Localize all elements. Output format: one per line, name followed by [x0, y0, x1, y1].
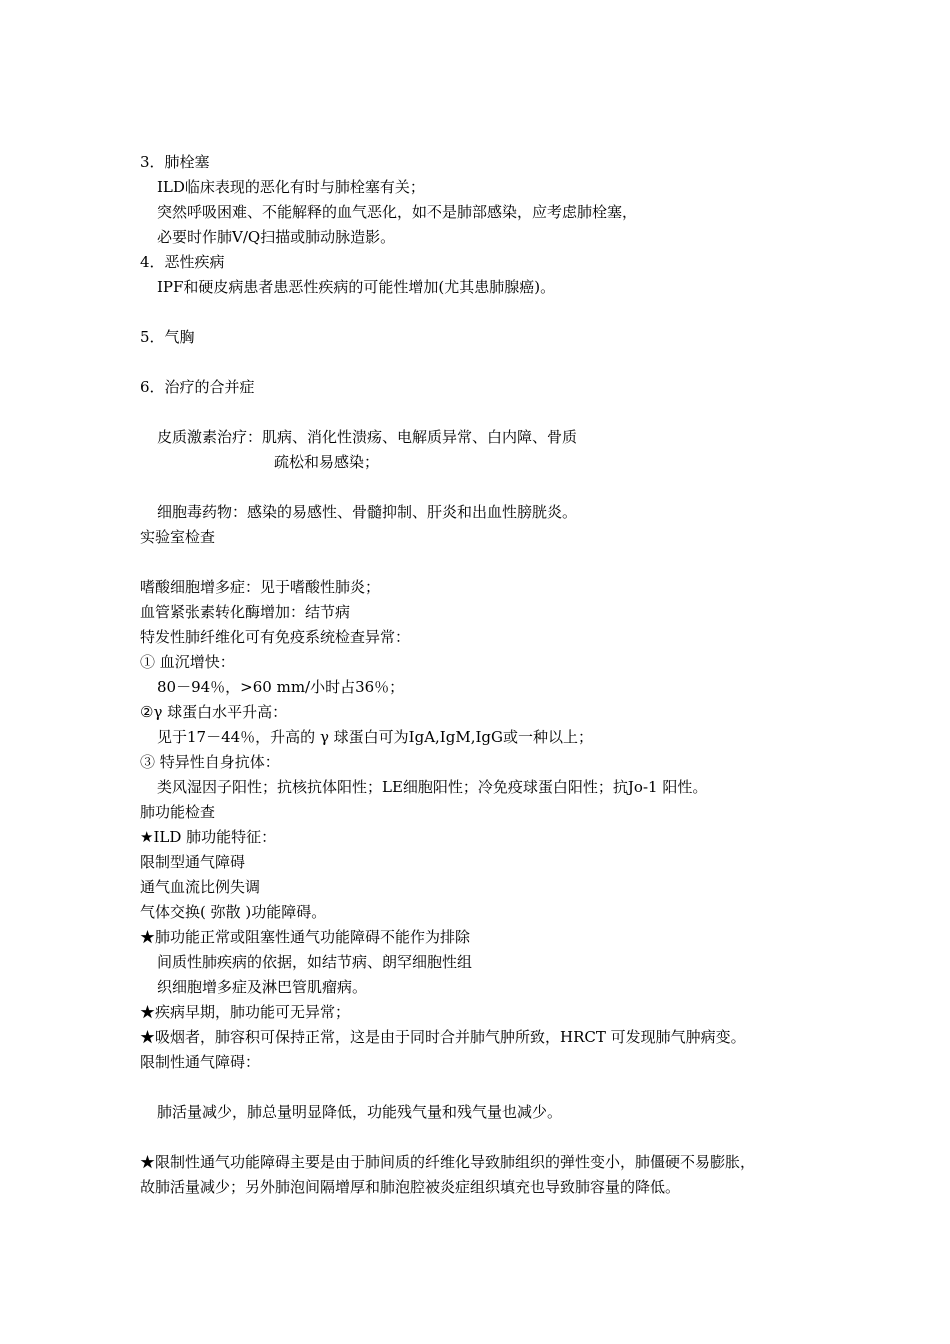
text-line: 织细胞增多症及淋巴管肌瘤病。 [157, 978, 368, 996]
text-line: 皮质激素治疗：肌病、消化性溃疡、电解质异常、白内障、骨质 [157, 428, 578, 446]
text-line: ★ILD 肺功能特征： [140, 828, 277, 846]
text-line: 故肺活量减少；另外肺泡间隔增厚和肺泡腔被炎症组织填充也导致肺容量的降低。 [140, 1178, 681, 1196]
text-line: 肺活量减少，肺总量明显降低，功能残气量和残气量也减少。 [157, 1103, 563, 1121]
text-line: 见于17－44％，升高的 γ 球蛋白可为IgA,IgM,IgG或一种以上； [157, 728, 593, 746]
heading-pneumothorax: 5．气胸 [140, 328, 195, 346]
list-item: ③ 特异性自身抗体： [140, 753, 280, 771]
text-line: 细胞毒药物：感染的易感性、骨髓抑制、肝炎和出血性膀胱炎。 [157, 503, 578, 521]
text-line: IPF和硬皮病患者患恶性疾病的可能性增加(尤其患肺腺癌)。 [157, 278, 556, 296]
heading-treatment-complications: 6．治疗的合并症 [140, 378, 255, 396]
text-line: 80－94％，>60 mm/小时占36％； [157, 678, 405, 696]
text-line: 气体交换( 弥散 )功能障碍。 [140, 903, 327, 921]
text-line: 类风湿因子阳性；抗核抗体阳性；LE细胞阳性；冷免疫球蛋白阳性；抗Jo-1 阳性。 [157, 778, 708, 796]
text-line: 限制型通气障碍 [140, 853, 246, 871]
text-line: ILD临床表现的恶化有时与肺栓塞有关； [157, 178, 425, 196]
heading-malignant-disease: 4．恶性疾病 [140, 253, 225, 271]
heading-lung-function: 肺功能检查 [140, 803, 216, 821]
list-item: ②γ 球蛋白水平升高： [140, 703, 288, 721]
text-line: 血管紧张素转化酶增加：结节病 [140, 603, 351, 621]
text-line: ★肺功能正常或阻塞性通气功能障碍不能作为排除 [140, 928, 471, 946]
text-line: 必要时作肺V/Q扫描或肺动脉造影。 [157, 228, 396, 246]
text-line: 间质性肺疾病的依据，如结节病、朗罕细胞性组 [157, 953, 473, 971]
heading-lab-tests: 实验室检查 [140, 528, 216, 546]
text-line: ★疾病早期，肺功能可无异常； [140, 1003, 351, 1021]
text-line: 突然呼吸困难、不能解释的血气恶化，如不是肺部感染，应考虑肺栓塞， [157, 203, 638, 221]
text-line: 特发性肺纤维化可有免疫系统检查异常： [140, 628, 411, 646]
text-line: 疏松和易感染； [274, 453, 380, 471]
text-line: 通气血流比例失调 [140, 878, 261, 896]
heading-restrictive-ventilation: 限制性通气障碍： [140, 1053, 261, 1071]
heading-pulmonary-embolism: 3．肺栓塞 [140, 153, 210, 171]
text-line: ★限制性通气功能障碍主要是由于肺间质的纤维化导致肺组织的弹性变小，肺僵硬不易膨胀， [140, 1153, 756, 1171]
text-line: 嗜酸细胞增多症：见于嗜酸性肺炎； [140, 578, 381, 596]
list-item: ① 血沉增快： [140, 653, 235, 671]
text-line: ★吸烟者，肺容积可保持正常，这是由于同时合并肺气肿所致，HRCT 可发现肺气肿病变。 [140, 1028, 746, 1046]
